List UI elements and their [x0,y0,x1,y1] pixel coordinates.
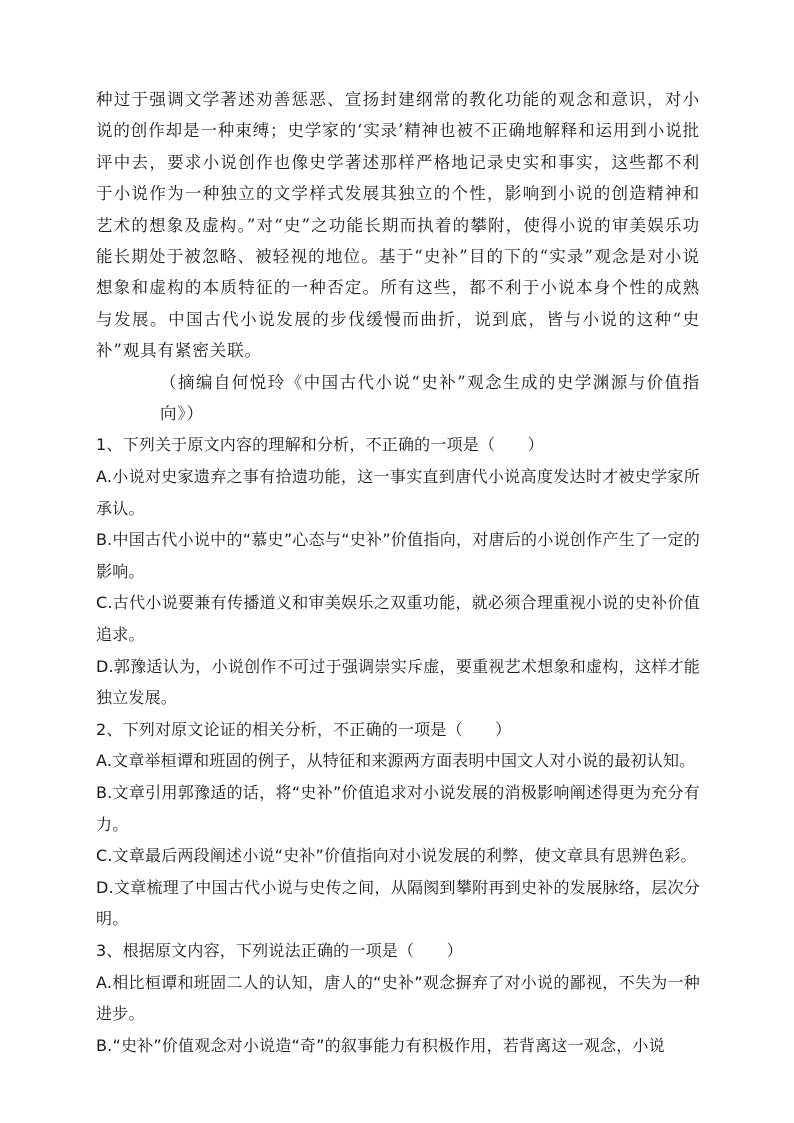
option-c: C.文章最后两段阐述小说“史补”价值指向对小说发展的利弊，使文章具有思辨色彩。 [96,846,697,866]
option-a: A.文章举桓谭和班固的例子，从特征和来源两方面表明中国文人对小说的最初认知。 [96,751,696,771]
option-d: D.郭豫适认为，小说创作不可过于强调崇实斥虚，要重视艺术想象和虚构，这样才能独立发展。 [96,656,700,708]
option-d: D.文章梳理了中国古代小说与史传之间，从隔阂到攀附再到史补的发展脉络，层次分明。 [96,877,700,929]
option-a: A.相比桓谭和班固二人的认知，唐人的“史补”观念摒弃了对小说的鄙视，不失为一种进步。 [96,972,700,1024]
question-1 [96,429,700,713]
question-list [96,429,700,1061]
question-stem: 2、下列对原文论证的相关分析，不正确的一项是（ ） [96,719,512,739]
passage-source: （摘编自何悦玲《中国古代小说“史补”观念生成的史学渊源与价值指向》） [160,372,700,424]
reading-passage [96,84,700,429]
question-2 [96,714,700,935]
option-c: C.古代小说要兼有传播道义和审美娱乐之双重功能，就必须合理重视小说的史补价值追求。 [96,593,700,645]
option-b: B.“史补”价值观念对小说造“奇”的叙事能力有积极作用，若背离这一观念，小说 [96,1035,665,1055]
option-b: B.中国古代小说中的“慕史”心态与“史补”价值指向，对唐后的小说创作产生了一定的影响。 [96,530,700,581]
question-3 [96,935,700,1061]
option-b: B.文章引用郭豫适的话，将“史补”价值追求对小说发展的消极影响阐述得更为充分有力。 [96,783,700,834]
passage-paragraph: 种过于强调文学著述劝善惩恶、宣扬封建纲常的教化功能的观念和意识，对小说的创作却是一种束缚；史学家的‘实录’精神也被不正确地解释和运用到小说批评中去，要求小说创作也像史学著述那样严格地记录史实和事实，这些都不利于小说作为一种独立的文学样式发展其独立的个性，影响到小说的创造精神和艺术的想象及虚构。”对“史”之功能长期而执着的攀附，使得小说的审美娱乐功能长期处于被忽略、被轻视的地位。基于“史补”目的下的“实录”观念是对小说想象和虚构的本质特征的一种否定。所有这些，都不利于小说本身个性的成熟与发展。中国古代小说发展的步伐缓慢而曲折，说到底，皆与小说的这种“史补”观具有紧密关联。 [96,90,700,361]
question-stem: 3、根据原文内容，下列说法正确的一项是（ ） [96,940,463,960]
question-stem: 1、下列关于原文内容的理解和分析，不正确的一项是（ ） [96,435,544,455]
option-a: A.小说对史家遗弃之事有拾遗功能，这一事实直到唐代小说高度发达时才被史学家所承认。 [96,467,700,518]
